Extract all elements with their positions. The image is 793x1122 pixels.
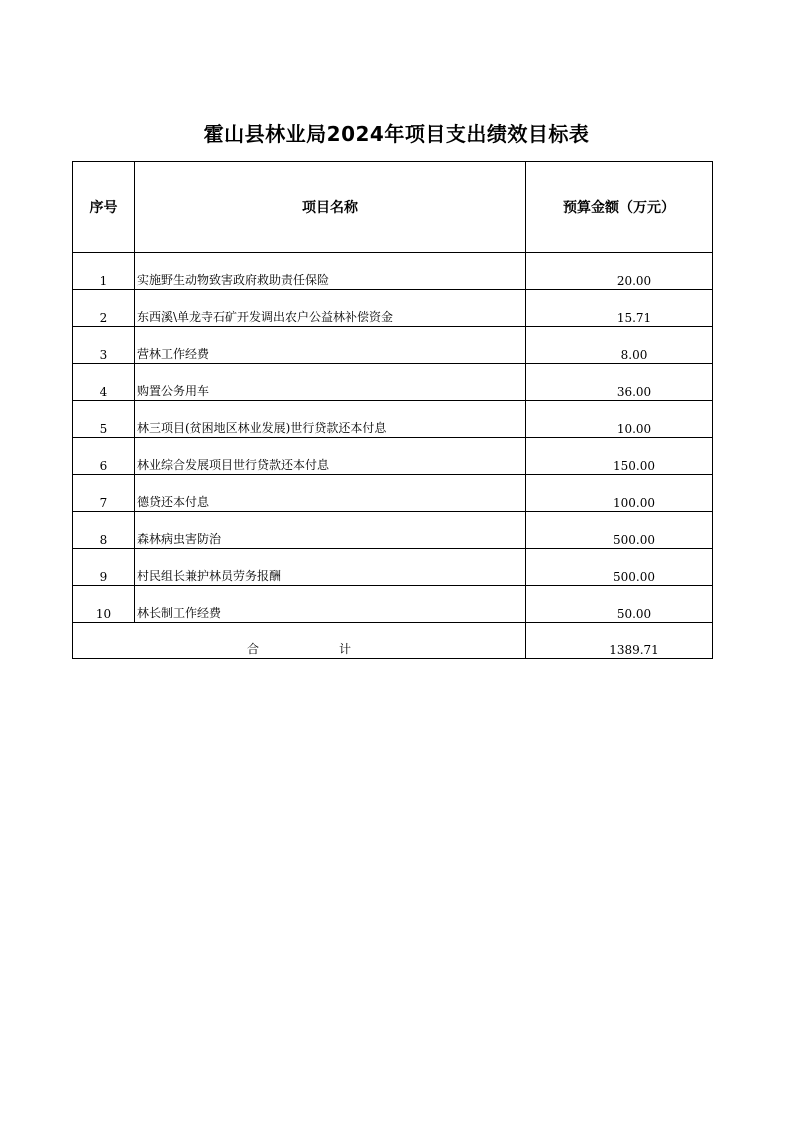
row-name: 营林工作经费 (135, 327, 526, 364)
header-name: 项目名称 (135, 162, 526, 253)
row-amount: 100.00 (526, 475, 713, 512)
row-amount: 50.00 (526, 586, 713, 623)
row-seq: 10 (73, 586, 135, 623)
row-seq: 4 (73, 364, 135, 401)
header-seq: 序号 (73, 162, 135, 253)
table-header-row (73, 162, 713, 253)
row-amount: 15.71 (526, 290, 713, 327)
total-label-left: 合 (246, 642, 259, 656)
row-seq: 6 (73, 438, 135, 475)
row-seq: 9 (73, 549, 135, 586)
row-name: 林三项目(贫困地区林业发展)世行贷款还本付息 (135, 401, 526, 438)
row-amount: 500.00 (526, 549, 713, 586)
total-amount: 1389.71 (526, 623, 713, 659)
row-name: 村民组长兼护林员劳务报酬 (135, 549, 526, 586)
row-seq: 3 (73, 327, 135, 364)
row-name: 森林病虫害防治 (135, 512, 526, 549)
total-label-right: 计 (339, 642, 352, 656)
budget-table (72, 161, 713, 659)
row-amount: 36.00 (526, 364, 713, 401)
total-label (73, 623, 526, 659)
table-row (73, 290, 713, 327)
table-row (73, 438, 713, 475)
row-seq: 5 (73, 401, 135, 438)
table-row (73, 327, 713, 364)
row-amount: 500.00 (526, 512, 713, 549)
table-row (73, 401, 713, 438)
row-name: 购置公务用车 (135, 364, 526, 401)
row-amount: 8.00 (526, 327, 713, 364)
table-row (73, 512, 713, 549)
row-seq: 7 (73, 475, 135, 512)
table-row (73, 475, 713, 512)
table-row (73, 549, 713, 586)
row-amount: 10.00 (526, 401, 713, 438)
table-row (73, 586, 713, 623)
total-row (73, 623, 713, 659)
row-amount: 150.00 (526, 438, 713, 475)
row-name: 实施野生动物致害政府救助责任保险 (135, 253, 526, 290)
row-name: 林长制工作经费 (135, 586, 526, 623)
header-amount: 预算金额（万元） (526, 162, 713, 253)
row-seq: 2 (73, 290, 135, 327)
row-name: 东西溪\单龙寺石矿开发调出农户公益林补偿资金 (135, 290, 526, 327)
page-title: 霍山县林业局2024年项目支出绩效目标表 (203, 122, 590, 146)
row-name: 林业综合发展项目世行贷款还本付息 (135, 438, 526, 475)
row-amount: 20.00 (526, 253, 713, 290)
table-row (73, 364, 713, 401)
table-row (73, 253, 713, 290)
row-seq: 1 (73, 253, 135, 290)
row-seq: 8 (73, 512, 135, 549)
row-name: 德贷还本付息 (135, 475, 526, 512)
